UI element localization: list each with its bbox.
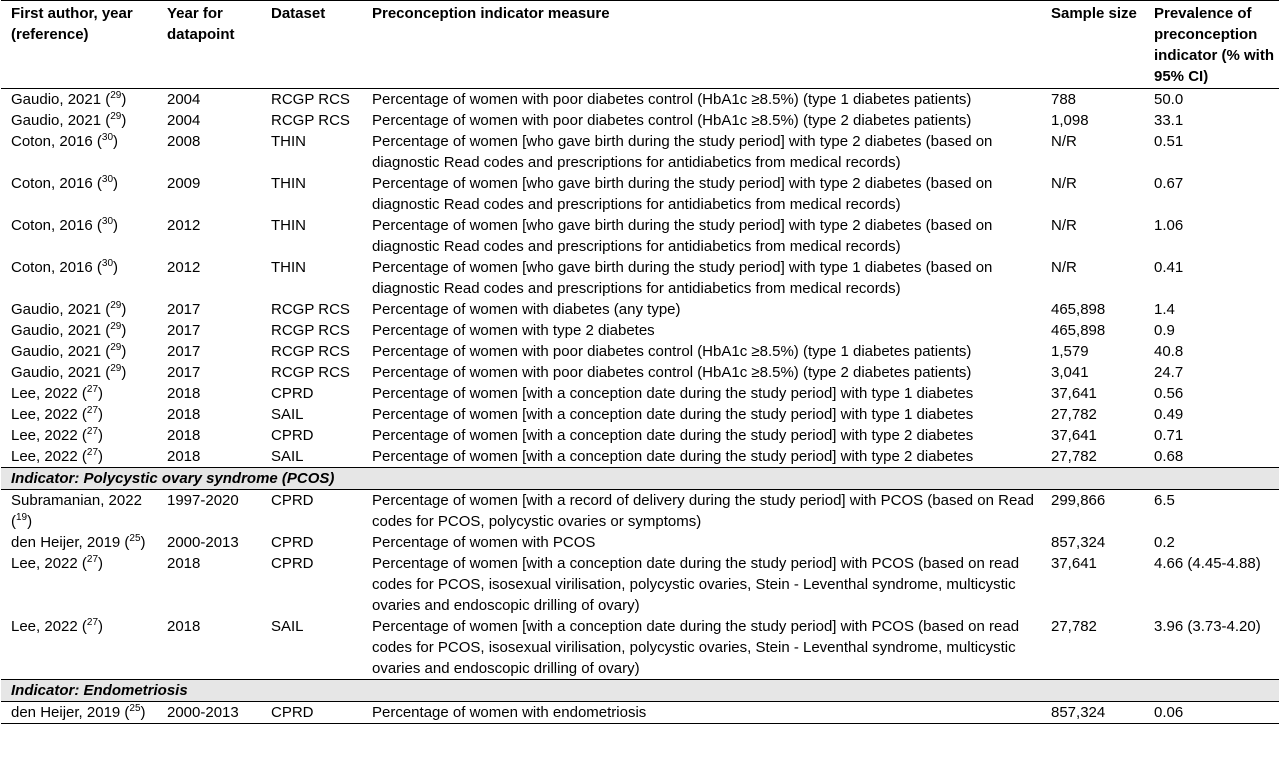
cell-measure: Percentage of women with diabetes (any type)	[372, 301, 681, 318]
header-dataset: Dataset	[261, 1, 362, 89]
cell-dataset: CPRD	[271, 492, 314, 509]
reference-number: 27	[86, 554, 99, 565]
table-row	[1, 173, 1279, 215]
reference-number: 27	[86, 447, 99, 458]
cell-year: 2000-2013	[167, 534, 239, 551]
cell-author: Lee, 2022 ($^{27}$)	[11, 426, 104, 444]
reference-number: 29	[110, 300, 122, 311]
cell-prevalence: 0.9	[1154, 322, 1175, 339]
cell-measure: Percentage of women with poor diabetes control (HbA1c ≥8.5%) (type 1 diabetes patients)	[372, 91, 972, 108]
cell-sample: 1,579	[1051, 343, 1089, 360]
cell-prevalence: 33.1	[1154, 112, 1184, 129]
cell-year: 2012	[167, 259, 201, 276]
cell-year: 2017	[167, 301, 201, 318]
cell-year: 2004	[167, 91, 201, 108]
cell-sample: 37,641	[1051, 427, 1097, 444]
cell-sample: N/R	[1051, 175, 1077, 192]
header-prevalence: Prevalence of preconception indicator (% with 95% CI)	[1144, 1, 1279, 89]
cell-sample: 1,098	[1051, 112, 1089, 129]
cell-dataset: RCGP RCS	[271, 91, 350, 108]
cell-year: 1997-2020	[167, 492, 239, 509]
cell-prevalence: 0.49	[1154, 406, 1184, 423]
reference-number: 25	[129, 703, 141, 714]
table-row	[1, 383, 1279, 404]
cell-dataset: THIN	[271, 217, 306, 234]
table-row	[1, 553, 1279, 616]
cell-prevalence: 0.68	[1154, 448, 1184, 465]
cell-measure: Percentage of women [with a record of delivery during the study period] with PCOS (based on Read codes for PCOS, polycystic ovaries or symptoms)	[372, 492, 1035, 530]
cell-measure: Percentage of women [who gave birth during the study period] with type 2 diabetes (based on diagnostic Read codes and prescriptions for antidiabetics from medical records)	[372, 133, 993, 171]
cell-year: 2017	[167, 364, 201, 381]
reference-number: 29	[110, 342, 122, 353]
cell-measure: Percentage of women with poor diabetes control (HbA1c ≥8.5%) (type 2 diabetes patients)	[372, 112, 972, 129]
table-row	[1, 404, 1279, 425]
author-text: den Heijer, 2019 (	[11, 534, 130, 551]
cell-year: 2018	[167, 385, 201, 402]
author-text: Coton, 2016 (	[11, 175, 102, 192]
cell-author: Lee, 2022 ($^{27}$)	[11, 554, 104, 572]
cell-sample: 37,641	[1051, 555, 1097, 572]
cell-year: 2018	[167, 555, 201, 572]
cell-measure: Percentage of women [who gave birth during the study period] with type 2 diabetes (based on diagnostic Read codes and prescriptions for antidiabetics from medical records)	[372, 175, 993, 213]
cell-prevalence: 1.4	[1154, 301, 1175, 318]
cell-year: 2004	[167, 112, 201, 129]
cell-prevalence: 0.06	[1144, 702, 1279, 724]
cell-prevalence: 4.66 (4.45-4.88)	[1154, 555, 1261, 572]
cell-sample: 857,324	[1051, 534, 1106, 551]
cell-dataset: CPRD	[271, 385, 314, 402]
author-text: Gaudio, 2021 (	[11, 364, 111, 381]
cell-author: Lee, 2022 ($^{27}$)	[11, 384, 104, 402]
table-row	[1, 702, 1279, 724]
cell-dataset: CPRD	[271, 534, 314, 551]
reference-number: 30	[101, 174, 114, 185]
cell-author: Lee, 2022 ($^{27}$)	[11, 447, 104, 465]
table-row	[1, 110, 1279, 131]
reference-number: 30	[101, 258, 114, 269]
section-header-pcos	[1, 468, 1279, 490]
section-header-endometriosis	[1, 680, 1279, 702]
cell-year: 2000-2013	[157, 702, 261, 724]
cell-author: Gaudio, 2021 ($^{29}$)	[11, 111, 127, 129]
cell-sample: 857,324	[1041, 702, 1144, 724]
reference-number: 25	[129, 533, 141, 544]
cell-sample: 3,041	[1051, 364, 1089, 381]
cell-author: Lee, 2022 ($^{27}$)	[11, 617, 104, 635]
cell-dataset: SAIL	[271, 448, 304, 465]
cell-year: 2018	[167, 448, 201, 465]
cell-dataset: THIN	[271, 259, 306, 276]
reference-number: 27	[86, 617, 99, 628]
cell-author: Gaudio, 2021 ($^{29}$)	[11, 363, 127, 381]
cell-prevalence: 0.51	[1154, 133, 1184, 150]
preconception-table	[1, 0, 1279, 724]
table-row	[1, 257, 1279, 299]
cell-author: den Heijer, 2019 ($^{25}$)	[1, 702, 157, 724]
cell-dataset: CPRD	[271, 555, 314, 572]
author-text: Subramanian, 2022 (	[11, 492, 142, 530]
cell-measure: Percentage of women [with a conception date during the study period] with type 2 diabetes	[372, 448, 974, 465]
cell-dataset: RCGP RCS	[271, 343, 350, 360]
table-row	[1, 131, 1279, 173]
author-text: Gaudio, 2021 (	[11, 112, 111, 129]
cell-prevalence: 0.71	[1154, 427, 1184, 444]
author-text: Coton, 2016 (	[11, 217, 102, 234]
reference-number: 30	[101, 132, 114, 143]
reference-number: 29	[110, 90, 122, 101]
cell-dataset: RCGP RCS	[271, 112, 350, 129]
cell-sample: 788	[1051, 91, 1077, 108]
cell-prevalence: 0.56	[1154, 385, 1184, 402]
table-row	[1, 215, 1279, 257]
cell-author: Coton, 2016 ($^{30}$)	[11, 174, 119, 192]
author-text: den Heijer, 2019 (	[11, 704, 130, 721]
table-row	[1, 299, 1279, 320]
cell-year: 2018	[167, 406, 201, 423]
table-row	[1, 362, 1279, 383]
cell-dataset: CPRD	[261, 702, 362, 724]
cell-measure: Percentage of women [who gave birth during the study period] with type 2 diabetes (based on diagnostic Read codes and prescriptions for antidiabetics from medical records)	[372, 217, 993, 255]
cell-sample: 465,898	[1051, 322, 1106, 339]
reference-number: 29	[110, 363, 122, 374]
cell-dataset: THIN	[271, 175, 306, 192]
reference-number: 27	[86, 426, 99, 437]
cell-dataset: RCGP RCS	[271, 301, 350, 318]
cell-measure: Percentage of women with PCOS	[372, 534, 596, 551]
cell-measure: Percentage of women with poor diabetes control (HbA1c ≥8.5%) (type 2 diabetes patients)	[372, 364, 972, 381]
cell-measure: Percentage of women [with a conception date during the study period] with type 1 diabetes	[372, 385, 974, 402]
cell-prevalence: 40.8	[1154, 343, 1184, 360]
reference-number: 29	[110, 321, 122, 332]
cell-sample: N/R	[1051, 259, 1077, 276]
cell-year: 2018	[167, 427, 201, 444]
author-text: Coton, 2016 (	[11, 133, 102, 150]
cell-measure: Percentage of women [with a conception date during the study period] with PCOS (based on read codes for PCOS, isosexual virilisation, polycystic ovaries, Stein - Leventhal syndrome, multicystic ovaries and endoscopic drilling of ovary)	[372, 555, 1020, 614]
cell-measure: Percentage of women with poor diabetes control (HbA1c ≥8.5%) (type 1 diabetes patients)	[372, 343, 972, 360]
author-text: Gaudio, 2021 (	[11, 322, 111, 339]
table-row	[1, 490, 1279, 533]
section-title: Indicator: Endometriosis	[1, 680, 1279, 702]
header-row	[1, 1, 1279, 89]
cell-prevalence: 0.2	[1154, 534, 1175, 551]
cell-sample: 27,782	[1051, 448, 1097, 465]
cell-sample: 27,782	[1051, 618, 1097, 635]
author-text: Lee, 2022 (	[11, 448, 87, 465]
reference-number: 19	[16, 512, 28, 523]
cell-year: 2017	[167, 322, 201, 339]
cell-prevalence: 0.41	[1154, 259, 1184, 276]
cell-author: Coton, 2016 ($^{30}$)	[11, 258, 119, 276]
cell-prevalence: 1.06	[1154, 217, 1184, 234]
reference-number: 29	[110, 111, 122, 122]
cell-author: Gaudio, 2021 ($^{29}$)	[11, 342, 127, 360]
author-text: Lee, 2022 (	[11, 385, 87, 402]
header-sample: Sample size	[1041, 1, 1144, 89]
cell-author: Lee, 2022 ($^{27}$)	[11, 405, 104, 423]
table-row	[1, 341, 1279, 362]
author-text: Coton, 2016 (	[11, 259, 102, 276]
cell-dataset: SAIL	[271, 406, 304, 423]
cell-sample: N/R	[1051, 217, 1077, 234]
header-author: First author, year (reference)	[1, 1, 157, 89]
cell-prevalence: 0.67	[1154, 175, 1184, 192]
table-row	[1, 89, 1279, 111]
section-title: Indicator: Polycystic ovary syndrome (PCOS)	[1, 468, 1279, 490]
cell-year: 2008	[167, 133, 201, 150]
author-text: Gaudio, 2021 (	[11, 343, 111, 360]
cell-prevalence: 24.7	[1154, 364, 1184, 381]
reference-number: 27	[86, 384, 99, 395]
table-row	[1, 320, 1279, 341]
cell-dataset: CPRD	[271, 427, 314, 444]
cell-prevalence: 6.5	[1154, 492, 1175, 509]
author-text: Gaudio, 2021 (	[11, 301, 111, 318]
author-text: Lee, 2022 (	[11, 555, 87, 572]
author-text: Lee, 2022 (	[11, 406, 87, 423]
table-row	[1, 532, 1279, 553]
cell-author: Gaudio, 2021 ($^{29}$)	[11, 321, 127, 339]
cell-author: Coton, 2016 ($^{30}$)	[11, 216, 119, 234]
cell-dataset: THIN	[271, 133, 306, 150]
reference-number: 30	[101, 216, 114, 227]
cell-sample: 27,782	[1051, 406, 1097, 423]
author-text: Gaudio, 2021 (	[11, 91, 111, 108]
cell-measure: Percentage of women [who gave birth during the study period] with type 1 diabetes (based on diagnostic Read codes and prescriptions for antidiabetics from medical records)	[372, 259, 993, 297]
author-text: Lee, 2022 (	[11, 618, 87, 635]
cell-author: Subramanian, 2022 ($^{19}$)	[11, 492, 142, 530]
cell-author: den Heijer, 2019 ($^{25}$)	[11, 533, 146, 551]
cell-prevalence: 50.0	[1154, 91, 1184, 108]
cell-author: Gaudio, 2021 ($^{29}$)	[11, 90, 127, 108]
cell-year: 2018	[167, 618, 201, 635]
table-row	[1, 425, 1279, 446]
table-row	[1, 616, 1279, 680]
table-body	[1, 89, 1279, 724]
author-text: Lee, 2022 (	[11, 427, 87, 444]
header-year: Year for datapoint	[157, 1, 261, 89]
header-measure: Preconception indicator measure	[362, 1, 1041, 89]
cell-sample: 465,898	[1051, 301, 1106, 318]
cell-dataset: RCGP RCS	[271, 322, 350, 339]
cell-year: 2017	[167, 343, 201, 360]
reference-number: 27	[86, 405, 99, 416]
cell-measure: Percentage of women [with a conception date during the study period] with type 1 diabetes	[372, 406, 974, 423]
cell-measure: Percentage of women with type 2 diabetes	[372, 322, 655, 339]
cell-dataset: RCGP RCS	[271, 364, 350, 381]
cell-prevalence: 3.96 (3.73-4.20)	[1154, 618, 1261, 635]
cell-sample: 37,641	[1051, 385, 1097, 402]
cell-author: Coton, 2016 ($^{30}$)	[11, 132, 119, 150]
cell-measure: Percentage of women [with a conception date during the study period] with type 2 diabetes	[372, 427, 974, 444]
cell-year: 2012	[167, 217, 201, 234]
cell-measure: Percentage of women [with a conception date during the study period] with PCOS (based on read codes for PCOS, isosexual virilisation, polycystic ovaries, Stein - Leventhal syndrome, multicystic ovaries and endoscopic drilling of ovary)	[372, 618, 1020, 677]
cell-sample: N/R	[1051, 133, 1077, 150]
cell-year: 2009	[167, 175, 201, 192]
cell-author: Gaudio, 2021 ($^{29}$)	[11, 300, 127, 318]
cell-sample: 299,866	[1051, 492, 1106, 509]
table-row	[1, 446, 1279, 468]
cell-measure: Percentage of women with endometriosis	[362, 702, 1041, 724]
cell-dataset: SAIL	[271, 618, 304, 635]
